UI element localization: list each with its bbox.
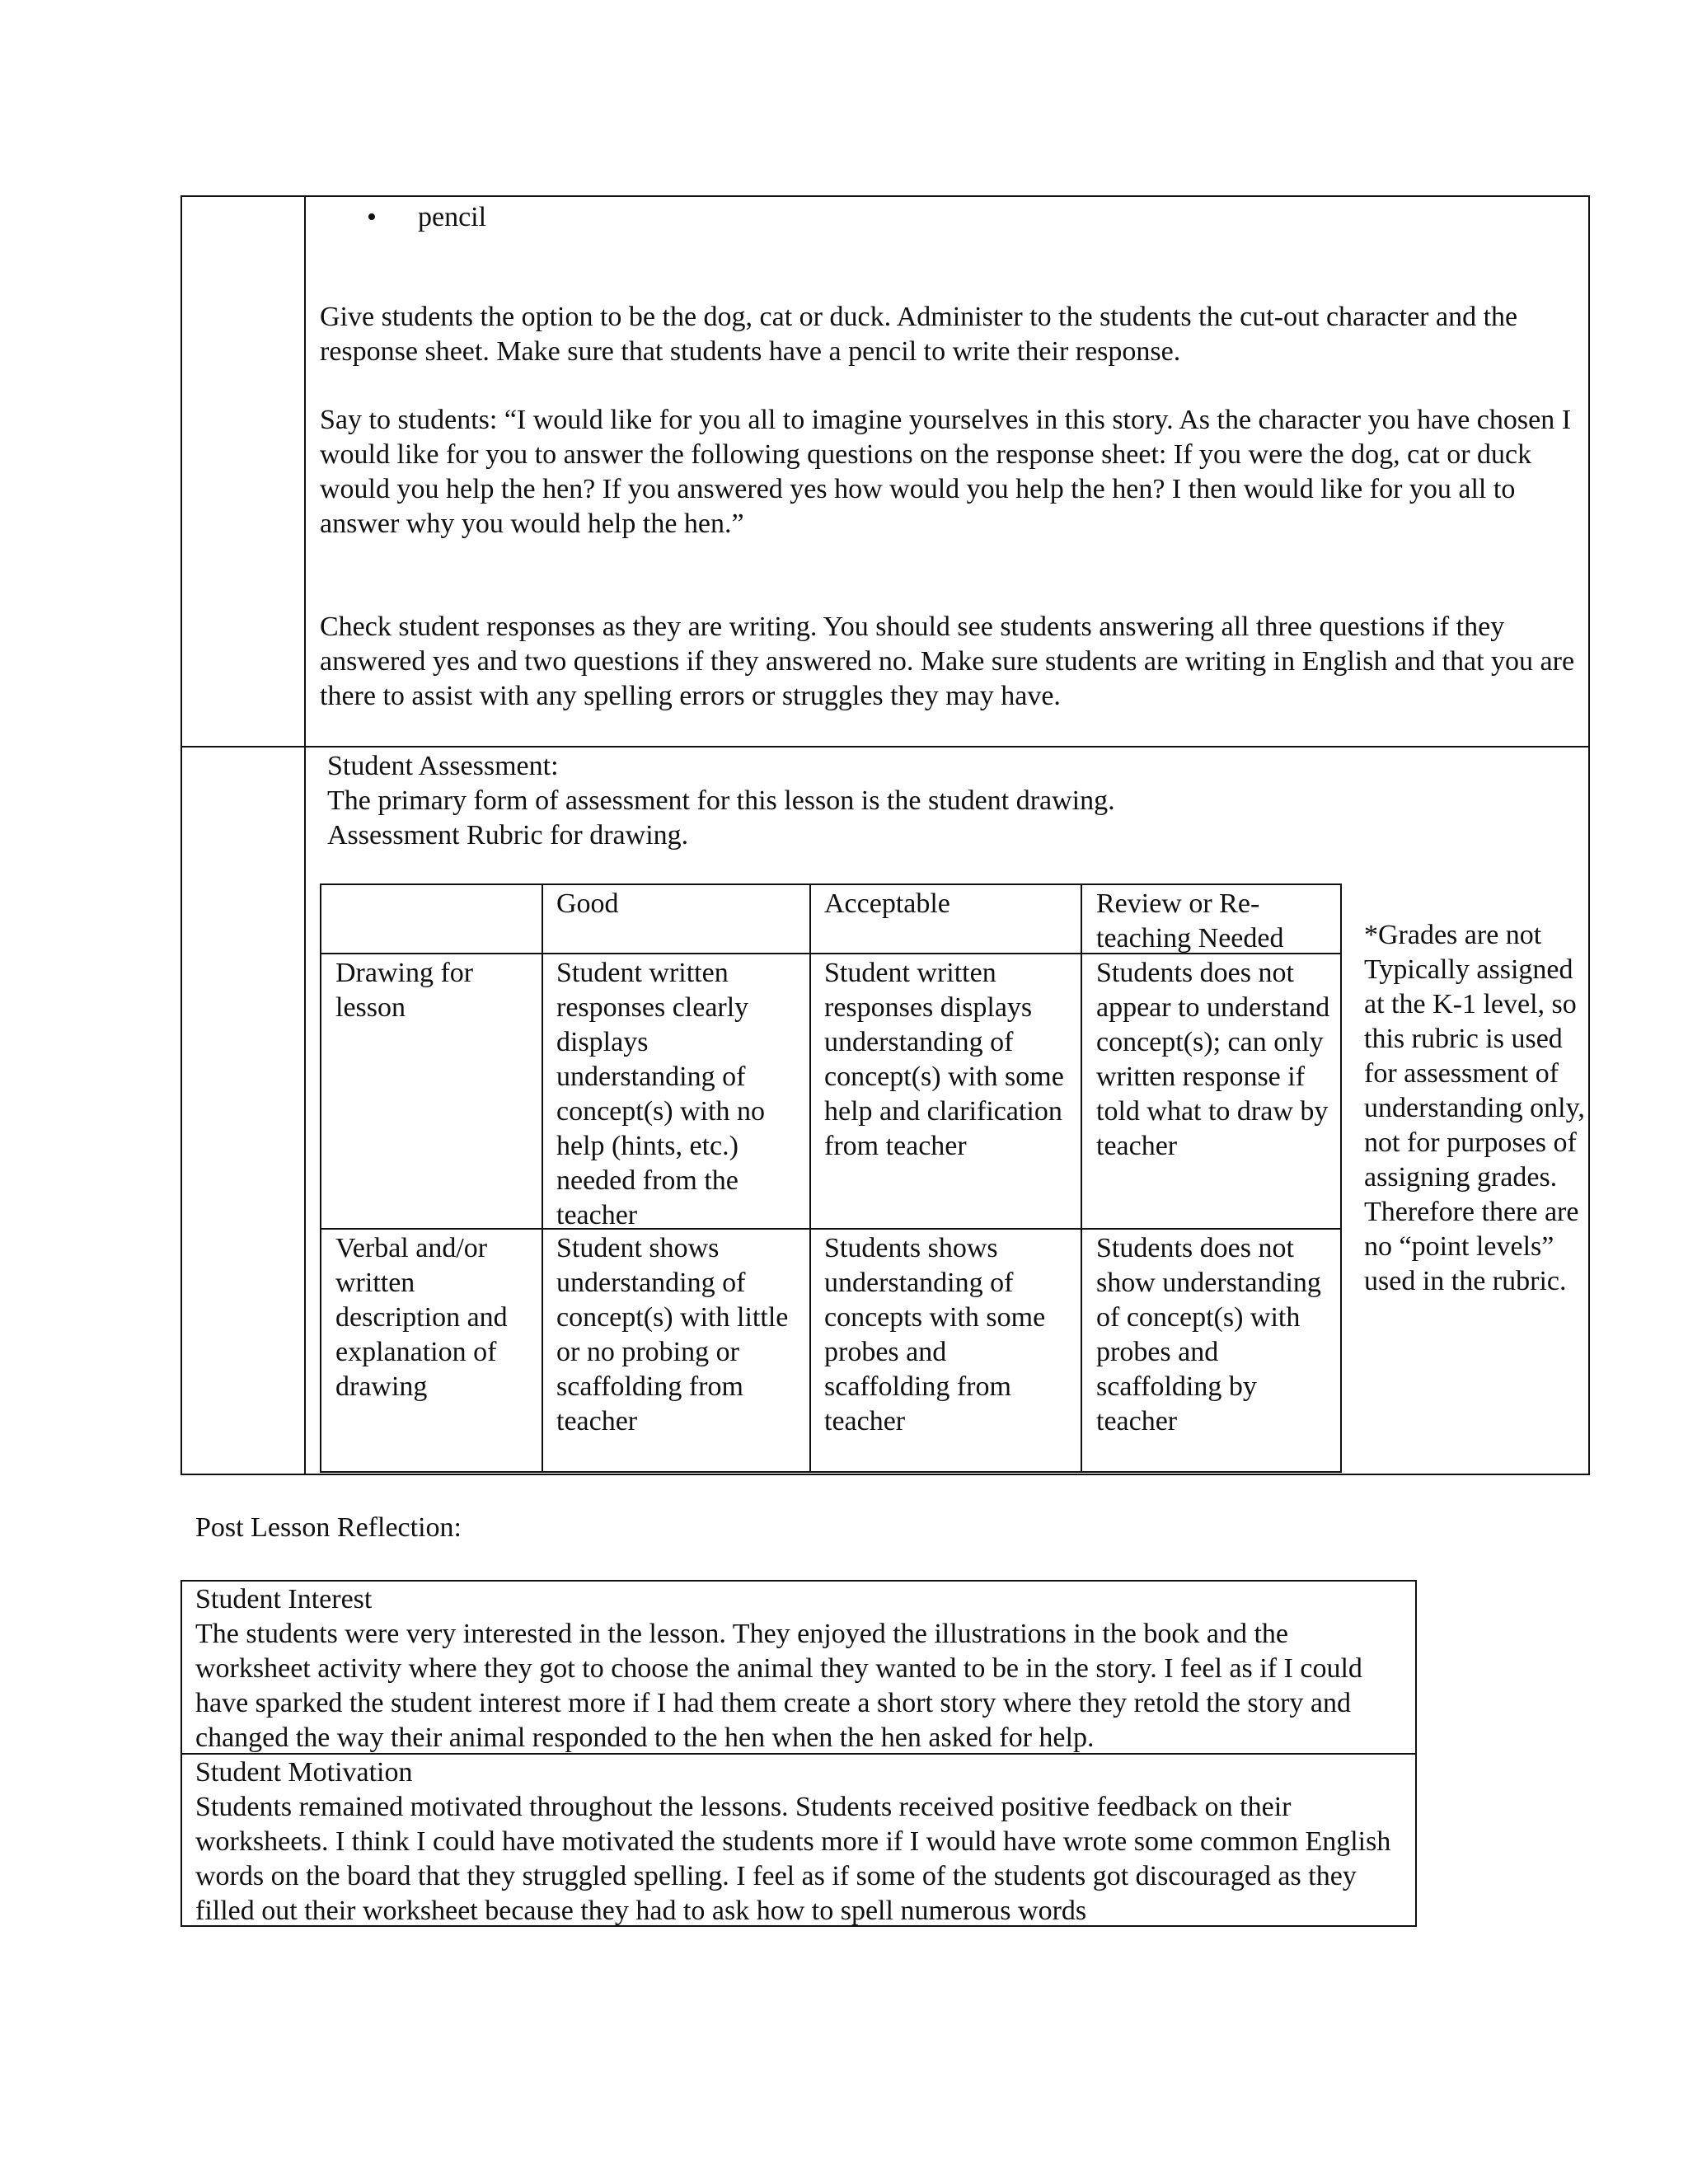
materials-item-text: pencil <box>418 202 487 232</box>
reflection-interest-title: Student Interest <box>195 1584 373 1615</box>
rubric-header-acceptable: Acceptable <box>824 888 950 919</box>
reflection-interest-body: The students were very interested in the lesson. They enjoyed the illustrations in the book and the worksheet activity where they got to choose the animal they wanted to be in the story. I feel as if I could have sparked the student interest more if I had them create a short story where they retold the story and changed the way their animal responded to the hen when the hen asked for help. <box>195 1619 1362 1753</box>
grading-note: *Grades are not Typically assigned at the K-1 level, so this rubric is used for assessment of understanding only, not for purposes of assigning grades. Therefore there are no “point levels” used in the rubric. <box>1364 920 1585 1296</box>
rubric-row-label: Drawing for lesson <box>335 958 474 1023</box>
rubric-cell-review: Students does not appear to understand concept(s); can only written response if told what to draw by teacher <box>1096 958 1330 1161</box>
rubric-title: Assessment Rubric for drawing. <box>327 820 689 851</box>
rubric-cell-good: Student shows understanding of concept(s) with little or no probing or scaffolding from teacher <box>556 1233 789 1436</box>
instruction-paragraph-option: Give students the option to be the dog, cat or duck. Administer to the students the cut-out character and the response sheet. Make sure that students have a pencil to write their response. <box>320 302 1518 367</box>
rubric-cell-acceptable: Student written responses displays understanding of concept(s) with some help and clarification from teacher <box>824 958 1064 1161</box>
bullet-icon: • <box>367 202 377 232</box>
reflection-motivation-title: Student Motivation <box>195 1757 413 1788</box>
assessment-primary: The primary form of assessment for this lesson is the student drawing. <box>327 785 1115 816</box>
rubric-header-review: Review or Re-teaching Needed <box>1096 888 1284 954</box>
rubric-header-good: Good <box>556 888 619 919</box>
instruction-paragraph-say: Say to students: “I would like for you all to imagine yourselves in this story. As the character you have chosen I would like for you to answer the following questions on the response sheet: If you were the dog, cat or duck would you help the hen? If you answered yes how would you help the hen? I then would like for you all to answer why you would help the hen.” <box>320 405 1572 539</box>
rubric-cell-good: Student written responses clearly displays understanding of concept(s) with no help (hints, etc.) needed from the teacher <box>556 958 766 1230</box>
reflection-motivation-body: Students remained motivated throughout the lessons. Students received positive feedback on their worksheets. I think I could have motivated the students more if I would have wrote some common English words on the board that they struggled spelling. I feel as if some of the students got discouraged as they filled out their worksheet because they had to ask how to spell numerous words <box>195 1792 1391 1926</box>
instruction-paragraph-check: Check student responses as they are writing. You should see students answering all three questions if they answered yes and two questions if they answered no. Make sure students are writing in English and that you are there to assist with any spelling errors or struggles they may have. <box>320 612 1575 711</box>
rubric-cell-acceptable: Students shows understanding of concepts with some probes and scaffolding from teacher <box>824 1233 1046 1436</box>
assessment-heading: Student Assessment: <box>327 751 559 781</box>
rubric-row-label: Verbal and/or written description and explanation of drawing <box>335 1233 508 1402</box>
rubric-cell-review: Students does not show understanding of concept(s) with probes and scaffolding by teacher <box>1096 1233 1321 1436</box>
reflection-heading: Post Lesson Reflection: <box>195 1512 462 1543</box>
